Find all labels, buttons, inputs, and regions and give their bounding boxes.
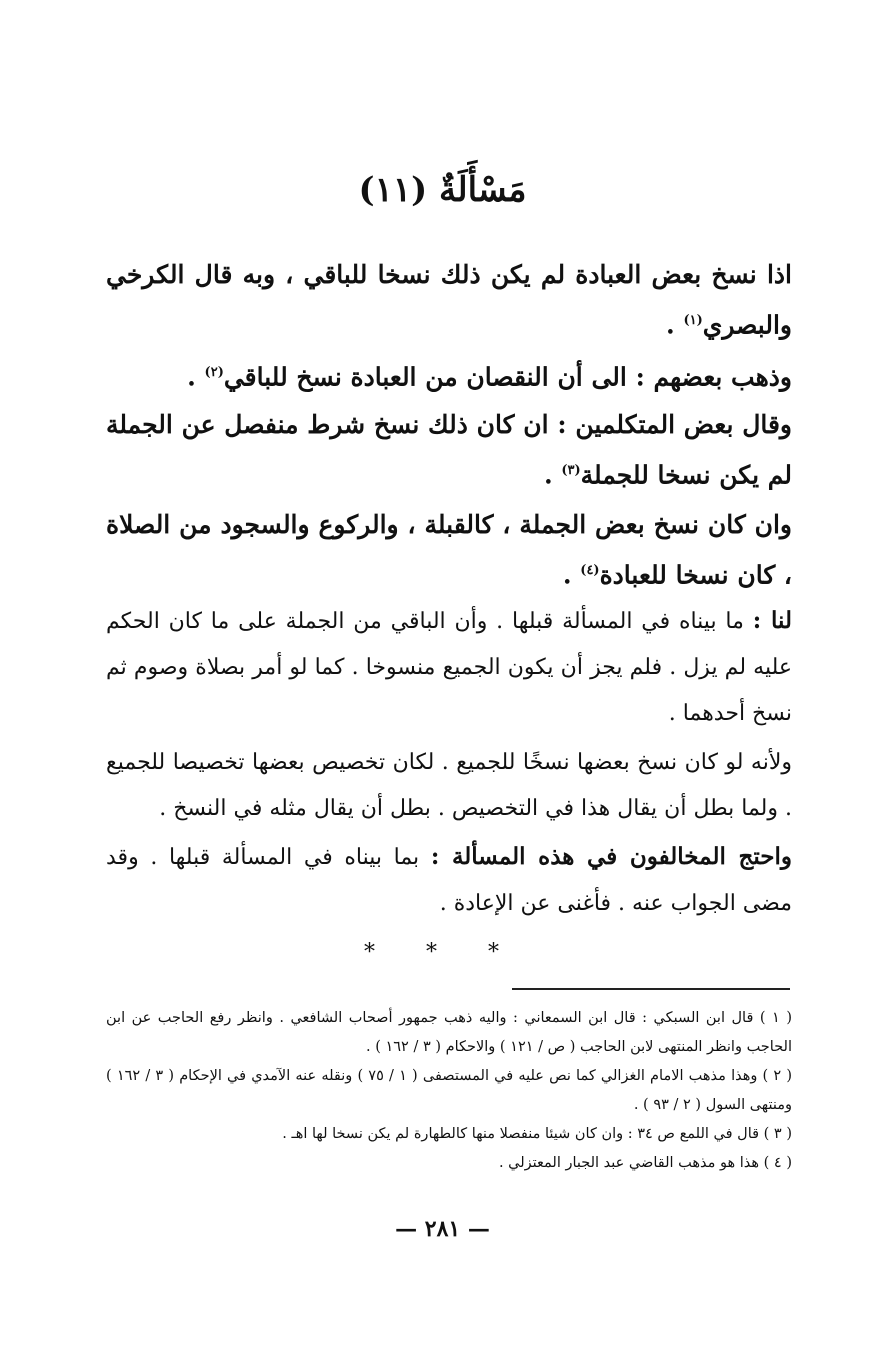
footnote-ref-3[interactable]: (٣) bbox=[561, 463, 581, 478]
footnote-3: ( ٣ ) قال في اللمع ص ٣٤ : وان كان شيئا منفصلا منها كالطهارة لم يكن نسخا لها اهـ . bbox=[282, 1126, 792, 1142]
paragraph-1 bbox=[106, 252, 792, 348]
footnote-ref-2[interactable]: (٢) bbox=[204, 365, 224, 380]
footnote-1: ( ١ ) قال ابن السبكي : قال ابن السمعاني : واليه ذهب جمهور أصحاب الشافعي . وانظر رفع الحاجب عن ابن الحاجب وانظر المنتهى لابن الحاجب ( ص / ١٢١ ) والاحكام ( ٣ / ١٦٢ ) . bbox=[106, 1010, 792, 1055]
paragraph-1-tail: . bbox=[666, 310, 684, 340]
paragraph-1-text: اذا نسخ بعض العبادة لم يكن ذلك نسخا للباقي ، وبه قال الكرخي والبصري bbox=[106, 260, 792, 340]
page-number: — ٢٨١ — bbox=[395, 1216, 490, 1242]
footnote-ref-4[interactable]: (٤) bbox=[580, 563, 600, 578]
footnote-4: ( ٤ ) هذا هو مذهب القاضي عبد الجبار المعتزلي . bbox=[498, 1155, 792, 1171]
paragraph-4 bbox=[106, 502, 792, 598]
paragraph-3 bbox=[106, 402, 792, 498]
argument-text: ما بيناه في المسألة قبلها . وأن الباقي من الجملة على ما كان الحكم عليه لم يزل . فلم يجز أن يكون الجميع منسوخا . كما لو أمر بصلاة وصوم ثم نسخ أحدهما . bbox=[106, 609, 792, 726]
paragraph-2-text: وذهب بعضهم : الى أن النقصان من العبادة نسخ للباقي bbox=[223, 362, 792, 392]
second-argument-paragraph bbox=[106, 740, 792, 832]
paragraph-3-text: وقال بعض المتكلمين : ان كان ذلك نسخ شرط منفصل عن الجملة لم يكن نسخا للجملة bbox=[106, 410, 792, 490]
paragraph-3-tail: . bbox=[543, 460, 562, 490]
section-separator: * * * bbox=[364, 940, 521, 965]
second-argument-text: ولأنه لو كان نسخ بعضها نسخًا للجميع . لكان تخصيص بعضها تخصيصا للجميع . ولما بطل أن يقال هذا في التخصيص . بطل أن يقال مثله في النسخ . bbox=[106, 750, 792, 821]
footnote-2: ( ٢ ) وهذا مذهب الامام الغزالي كما نص عليه في المستصفى ( ١ / ٧٥ ) ونقله عنه الآمدي في الإحكام ( ٣ / ١٦٢ ) ومنتهى السول ( ٢ / ٩٣ ) . bbox=[106, 1068, 792, 1113]
opponents-text: بما بيناه في المسألة قبلها . وقد مضى الجواب عنه . فأغنى عن الإعادة . bbox=[106, 845, 792, 916]
paragraph-2 bbox=[106, 350, 792, 400]
paragraph-4-tail: . bbox=[562, 560, 581, 590]
paragraph-4-text: وان كان نسخ بعض الجملة ، كالقبلة ، والركوع والسجود من الصلاة ، كان نسخا للعبادة bbox=[106, 510, 792, 590]
opponents-lead: واحتج المخالفون في هذه المسألة : bbox=[430, 843, 792, 870]
section-heading: مَسْأَلَةٌ (١١) bbox=[358, 170, 527, 210]
footnotes bbox=[106, 1004, 792, 1178]
argument-paragraph bbox=[106, 598, 792, 737]
paragraph-2-tail: . bbox=[187, 362, 205, 392]
argument-lead: لنا : bbox=[752, 607, 792, 634]
footnote-divider bbox=[512, 988, 790, 990]
opponents-paragraph bbox=[106, 834, 792, 927]
footnote-ref-1[interactable]: (١) bbox=[683, 313, 703, 328]
